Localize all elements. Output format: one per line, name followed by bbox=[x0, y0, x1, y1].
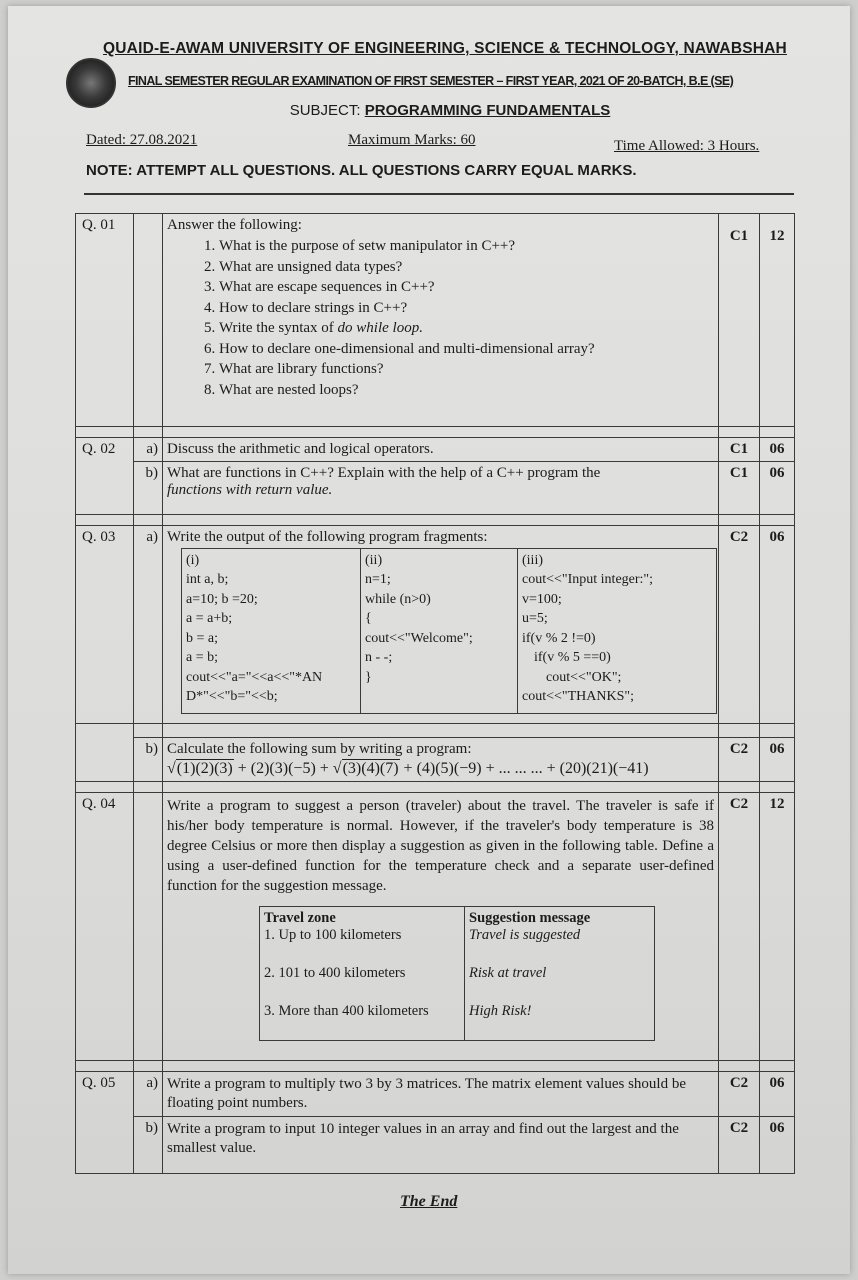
subject-label: SUBJECT: bbox=[289, 102, 361, 119]
time-allowed: Time Allowed: 3 Hours. bbox=[614, 138, 760, 154]
spacer-row bbox=[76, 427, 795, 438]
question-intro: Answer the following: bbox=[167, 217, 302, 233]
marks: 06 bbox=[760, 1117, 795, 1174]
question-text: Write the output of the following program fragments: bbox=[167, 528, 488, 545]
list-item: 3. What are escape sequences in C++? bbox=[219, 277, 714, 298]
marks: 06 bbox=[760, 1072, 795, 1117]
question-list bbox=[167, 236, 714, 400]
clo-level: C1 bbox=[719, 214, 760, 427]
clo-level: C2 bbox=[719, 738, 760, 782]
instruction-note: NOTE: ATTEMPT ALL QUESTIONS. ALL QUESTIONS CARRY EQUAL MARKS. bbox=[86, 162, 637, 179]
spacer-row bbox=[76, 723, 795, 738]
sub-part: b) bbox=[134, 462, 163, 515]
sub-part: a) bbox=[134, 1072, 163, 1117]
marks: 06 bbox=[760, 738, 795, 782]
clo-level: C2 bbox=[719, 1072, 760, 1117]
sub-part: b) bbox=[134, 738, 163, 782]
fragment-ii: (ii) n=1; while (n>0) { cout<<"Welcome"; n - -; } bbox=[361, 548, 518, 713]
question-row-1 bbox=[76, 214, 795, 427]
question-row-2a bbox=[76, 438, 795, 462]
question-body bbox=[163, 738, 719, 782]
header-divider bbox=[84, 193, 794, 195]
list-item: 6. How to declare one-dimensional and multi-dimensional array? bbox=[219, 339, 714, 360]
question-number: Q. 05 bbox=[76, 1072, 134, 1117]
list-item: 8. What are nested loops? bbox=[219, 380, 714, 401]
list-item: 7. What are library functions? bbox=[219, 359, 714, 380]
column-header: Travel zone 1. Up to 100 kilometers bbox=[260, 907, 465, 948]
marks: 06 bbox=[760, 462, 795, 515]
exam-title: FINAL SEMESTER REGULAR EXAMINATION OF FIRST SEMESTER – FIRST YEAR, 2021 OF 20-BATCH, B.E (SE) bbox=[128, 74, 734, 88]
question-text: Calculate the following sum by writing a program: bbox=[167, 741, 472, 757]
max-marks: Maximum Marks: 60 bbox=[348, 132, 476, 148]
spacer-row bbox=[76, 1061, 795, 1072]
marks: 12 bbox=[760, 793, 795, 1061]
sub-part: a) bbox=[134, 438, 163, 462]
question-body bbox=[163, 462, 719, 515]
question-body bbox=[163, 214, 719, 427]
table-cell: 2. 101 to 400 kilometers bbox=[260, 947, 465, 985]
clo-level: C1 bbox=[719, 462, 760, 515]
spacer-row bbox=[76, 782, 795, 793]
question-row-5b bbox=[76, 1117, 795, 1174]
table-cell: 3. More than 400 kilometers bbox=[260, 985, 465, 1041]
question-text: Write a program to suggest a person (traveler) about the travel. The traveler is safe if his/her body temperature is normal. However, if the traveler's body temperature is 38 degree Celsius or more then display a suggestion as given in the following table. Define a using a user-defined function for the temperature check and a separate user-defined function for the suggestion message. bbox=[167, 798, 714, 894]
program-fragments-table bbox=[181, 548, 717, 714]
sub-part bbox=[134, 214, 163, 427]
question-text: Discuss the arithmetic and logical operators. bbox=[163, 438, 719, 462]
question-row-3a bbox=[76, 525, 795, 723]
clo-level: C2 bbox=[719, 793, 760, 1061]
exam-meta bbox=[86, 132, 780, 158]
the-end-footer: The End bbox=[400, 1193, 458, 1210]
marks: 06 bbox=[760, 525, 795, 723]
marks: 06 bbox=[760, 438, 795, 462]
university-name: QUAID-E-AWAM UNIVERSITY OF ENGINEERING, SCIENCE & TECHNOLOGY, NAWABSHAH bbox=[103, 40, 787, 57]
list-item: 5. Write the syntax of do while loop. bbox=[219, 318, 714, 339]
question-number: Q. 01 bbox=[76, 214, 134, 427]
question-row-3b bbox=[76, 738, 795, 782]
clo-level: C1 bbox=[719, 438, 760, 462]
questions-table bbox=[75, 213, 795, 1174]
question-number: Q. 03 bbox=[76, 525, 134, 723]
marks: 12 bbox=[760, 214, 795, 427]
fragment-iii: (iii) cout<<"Input integer:"; v=100; u=5; if(v % 2 !=0) if(v % 5 ==0) cout<<"OK"; cout<<"THANKS"; bbox=[518, 548, 717, 713]
sum-expression: √(1)(2)(3) + (2)(3)(−5) + √(3)(4)(7) + (4)(5)(−9) + ... ... ... + (20)(21)(−41) bbox=[167, 760, 649, 777]
clo-level: C2 bbox=[719, 525, 760, 723]
question-text: Write a program to input 10 integer values in an array and find out the largest and the smallest value. bbox=[163, 1117, 719, 1174]
table-cell: Risk at travel bbox=[465, 947, 655, 985]
question-text: Write a program to multiply two 3 by 3 matrices. The matrix element values should be floating point numbers. bbox=[163, 1072, 719, 1117]
question-text: What are functions in C++? Explain with the help of a C++ program the bbox=[167, 465, 601, 481]
sub-part bbox=[134, 793, 163, 1061]
question-text-continued: functions with return value. bbox=[167, 482, 333, 498]
list-item: 2. What are unsigned data types? bbox=[219, 257, 714, 278]
table-cell: High Risk! bbox=[465, 985, 655, 1041]
sub-part: b) bbox=[134, 1117, 163, 1174]
question-number: Q. 04 bbox=[76, 793, 134, 1061]
question-row-2b bbox=[76, 462, 795, 515]
subject-line bbox=[250, 102, 650, 119]
question-row-5a bbox=[76, 1072, 795, 1117]
clo-level: C2 bbox=[719, 1117, 760, 1174]
question-body bbox=[163, 793, 719, 1061]
fragment-i: (i) int a, b; a=10; b =20; a = a+b; b = a; a = b; cout<<"a="<<a<<"*AN D*"<<"b="<<b; bbox=[182, 548, 361, 713]
question-body bbox=[163, 525, 719, 723]
travel-zone-table bbox=[259, 906, 655, 1041]
subject-name: PROGRAMMING FUNDAMENTALS bbox=[364, 102, 611, 119]
university-seal-icon bbox=[66, 58, 116, 108]
sub-part: a) bbox=[134, 525, 163, 723]
spacer-row bbox=[76, 514, 795, 525]
list-item: 4. How to declare strings in C++? bbox=[219, 298, 714, 319]
column-header: Suggestion message Travel is suggested bbox=[465, 907, 655, 948]
question-row-4 bbox=[76, 793, 795, 1061]
exam-date: Dated: 27.08.2021 bbox=[86, 132, 198, 148]
question-number: Q. 02 bbox=[76, 438, 134, 462]
list-item: 1. What is the purpose of setw manipulator in C++? bbox=[219, 236, 714, 257]
